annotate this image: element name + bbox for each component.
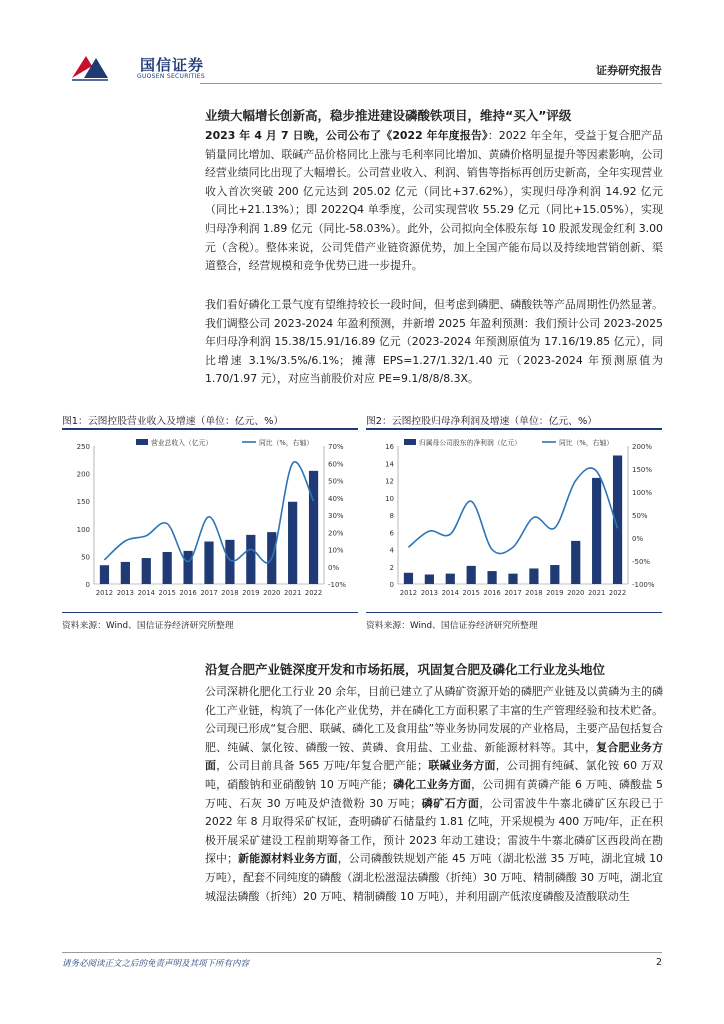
figure-2-bottom-rule [366,612,662,613]
figure-1-revenue-chart [62,434,358,610]
bar-2013 [425,575,434,584]
bar-2017 [508,574,517,584]
figure-2-top-rule [366,428,662,430]
figure-1-top-rule [62,428,358,430]
growth-line [408,468,617,554]
x-tick-label: 2021 [283,589,302,597]
y-right-tick-label: -10% [328,581,347,589]
business-text-e: ，公司雷波牛牛寨北磷矿区东段已于 2022 年 8 月取得采矿权证，查明磷矿石储量约 1.81 亿吨，开采规模为 400 万吨/年，正在积极开展采矿建设工程前期筹备工作，预计 2023 年动工建设；雷波牛牛寨北磷矿区西段尚在勘探中； [205,796,663,866]
keyword-compound-fertilizer: 复合肥业务方面 [205,740,663,773]
y-left-tick-label: 150 [76,498,90,507]
report-type-label: 证券研究报告 [596,64,662,77]
annual-report-body: ：2022 年全年，受益于复合肥产品销量同比增加、联碱产品价格同比上涨与毛利率同比增加、黄磷价格明显提升等因素影响，公司经营业绩同比出现了大幅增长。公司营业收入、利润、销售等指标再创历史新高，全年实现营业收入首次突破 200 亿元达到 205.02 亿元（同比+37.62%），实现归母净利润 14.92 亿元（同比+21.13%）；即 2022Q4 单季度，公司实现营收 55.29 亿元（同比+15.05%），实现归母净利润 1.89 亿元（同比-58.03%）。此外，公司拟向全体股东每 10 股派发现金红利 3.00 元（含税）。整体来说，公司凭借产业链资源优势，加上全国产能布局以及持续地营销创新、渠道整合，经营规模和竞争优势已进一步提升。 [205,129,663,273]
y-right-tick-label: 30% [328,512,344,520]
y-right-tick-label: 60% [328,460,344,469]
y-left-tick-label: 2 [389,563,394,572]
figure-1-bottom-rule [62,612,358,613]
bar-2021 [592,478,601,584]
page-number: 2 [655,957,662,968]
legend-bar-label: 营业总收入（亿元） [151,439,213,447]
y-right-tick-label: -50% [632,558,651,566]
bar-2020 [571,541,580,584]
y-right-tick-label: 10% [328,546,344,555]
section-heading-performance: 业绩大幅增长创新高，稳步推进建设磷酸铁项目，维持“买入”评级 [205,108,572,123]
y-left-tick-label: 16 [385,443,394,451]
y-left-tick-label: 0 [389,581,394,589]
bar-2018 [225,540,234,584]
keyword-phosphorus-chem: 磷化工业务方面 [392,777,472,791]
bar-2015 [467,566,476,584]
guosen-logo-icon [70,50,110,82]
x-tick-label: 2019 [546,589,564,597]
x-tick-label: 2017 [200,589,218,597]
page-header [62,48,662,88]
x-tick-label: 2016 [179,589,197,597]
x-tick-label: 2022 [304,589,323,597]
header-divider [200,83,662,84]
x-tick-label: 2012 [399,589,418,597]
y-right-tick-label: 150% [632,466,653,474]
legend-bar-label: 归属母公司股东的净利润（亿元） [419,439,521,447]
x-tick-label: 2017 [504,589,522,597]
x-tick-label: 2013 [116,589,135,597]
bar-2017 [204,541,213,584]
y-left-tick-label: 6 [389,529,394,538]
bar-2012 [100,565,109,584]
bar-2016 [487,571,496,584]
figure-2-source: 资料来源：Wind、国信证券经济研究所整理 [366,621,538,631]
paragraph-business-overview [205,683,663,993]
legend-bar-swatch [136,439,148,445]
x-tick-label: 2018 [525,589,543,597]
bar-2019 [550,565,559,584]
y-left-tick-label: 10 [385,494,394,503]
revenue-chart-svg [62,434,358,610]
business-text-b: ，公司目前具备 565 万吨/年复合肥产能； [216,759,429,773]
y-left-tick-label: 4 [389,546,394,555]
y-right-tick-label: 200% [632,443,653,451]
business-text-f: ，公司磷酸铁规划产能 45 万吨（湖北松滋 35 万吨，湖北宜城 10 万吨），配套不同纯度的磷酸（湖北松滋湿法磷酸（折纯）30 万吨、精制磷酸 30 万吨，湖北宜城湿法磷酸（折纯）20 万吨、精制磷酸 10 万吨），并利用副产低浓度磷酸及渣酸联动生 [205,852,663,903]
x-tick-label: 2014 [441,589,459,597]
legend-line-label: 同比（%，右轴） [559,439,614,447]
figure-2-net-profit-chart [366,434,662,610]
business-text-a: 公司深耕化肥化工行业 20 余年，目前已建立了从磷矿资源开始的磷肥产业链及以黄磷为主的磷化工产业链，构筑了一体化产业优势，并在磷化工方面积累了丰富的生产管理经验和技术贮备。公司现已形成“复合肥、联碱、磷化工及食用盐”等业务协同发展的产业格局，主要产品包括复合肥、纯碱、氯化铵、磷酸一铵、黄磷、食用盐、工业盐、新能源材料等。其中， [205,685,663,754]
y-right-tick-label: 40% [328,494,344,503]
x-tick-label: 2015 [462,589,480,597]
disclaimer-note: 请务必阅读正文之后的免责声明及其项下所有内容 [62,959,250,969]
x-tick-label: 2012 [95,589,114,597]
y-right-tick-label: 0% [632,535,644,543]
y-right-tick-label: 100% [632,489,653,497]
x-tick-label: 2020 [263,589,281,597]
y-left-tick-label: 50 [81,553,90,562]
paragraph-forecast: 我们看好磷化工景气度有望维持较长一段时间，但考虑到磷肥、磷酸铁等产品周期性仍然显著。我们调整公司 2023-2024 年盈利预测，并新增 2025 年盈利预测：我们预计公司 2023-2025 年归母净利润 15.38/15.91/16.89 亿元（2023-2024 年预测原值为 17.16/19.85 亿元），同比增速 3.1%/3.5%/6.1%；摊薄 EPS=1.27/1.32/1.40 元（2023-2024 年预测原值为 1.70/1.97 元），对应当前股价对应 PE=9.1/8/8/8.3X。 [205,298,663,386]
x-tick-label: 2021 [587,589,606,597]
legend-line-label: 同比（%，右轴） [259,439,314,447]
bar-2014 [142,558,151,584]
figure-1-source: 资料来源：Wind、国信证券经济研究所整理 [62,621,234,631]
x-tick-label: 2013 [420,589,439,597]
x-tick-label: 2014 [137,589,155,597]
x-tick-label: 2015 [158,589,176,597]
x-tick-label: 2022 [608,589,627,597]
business-text-d: ，公司拥有黄磷产能 6 万吨、磷酸盐 5 万吨、石灰 30 万吨及炉渣微粉 30 万吨； [205,777,663,810]
y-left-tick-label: 200 [76,470,90,479]
x-tick-label: 2018 [221,589,239,597]
x-tick-label: 2016 [483,589,501,597]
bar-2014 [446,574,455,584]
bar-2019 [246,535,255,584]
keyword-soda: 联碱业务方面 [428,759,496,773]
y-left-tick-label: 0 [85,581,90,589]
y-left-tick-label: 12 [385,477,394,486]
y-left-tick-label: 250 [76,443,90,451]
bar-2012 [404,573,413,584]
y-right-tick-label: 50% [328,477,344,486]
y-right-tick-label: 0% [328,563,340,572]
y-left-tick-label: 14 [385,460,394,469]
bar-2013 [121,562,130,584]
annual-report-lead: 2023 年 4 月 7 日晚，公司公布了《2022 年年度报告》 [205,129,488,142]
business-text-c: ，公司拥有纯碱、氯化铵 60 万双吨，硝酸钠和亚硝酸钠 10 万吨产能； [205,759,663,791]
y-right-tick-label: -100% [632,581,655,589]
keyword-phosphate-rock: 磷矿石方面 [421,796,480,810]
x-tick-label: 2019 [242,589,260,597]
bar-2015 [163,552,172,584]
footer-divider [62,952,662,953]
net-profit-chart-svg [366,434,662,610]
y-right-tick-label: 20% [328,529,344,538]
bar-2022 [309,471,318,584]
keyword-new-energy: 新能源材料业务方面 [238,852,338,866]
y-left-tick-label: 8 [389,512,394,520]
bar-2018 [529,568,538,584]
figure-1-title: 图1：云图控股营业收入及增速（单位：亿元、%） [62,416,284,427]
x-tick-label: 2020 [567,589,585,597]
y-right-tick-label: 50% [632,512,648,520]
logo-text-en: GUOSEN SECURITIES [137,73,206,80]
y-right-tick-label: 70% [328,443,344,451]
legend-bar-swatch [404,439,416,445]
section-heading-industry-chain: 沿复合肥产业链深度开发和市场拓展，巩固复合肥及磷化工行业龙头地位 [205,662,606,677]
logo-text-cn: 国信证券 [140,56,205,74]
bar-2016 [183,551,192,584]
bar-2021 [288,502,297,584]
y-left-tick-label: 100 [76,525,90,534]
paragraph-annual-report [205,127,663,312]
figure-2-title: 图2：云图控股归母净利润及增速（单位：亿元、%） [366,416,598,427]
